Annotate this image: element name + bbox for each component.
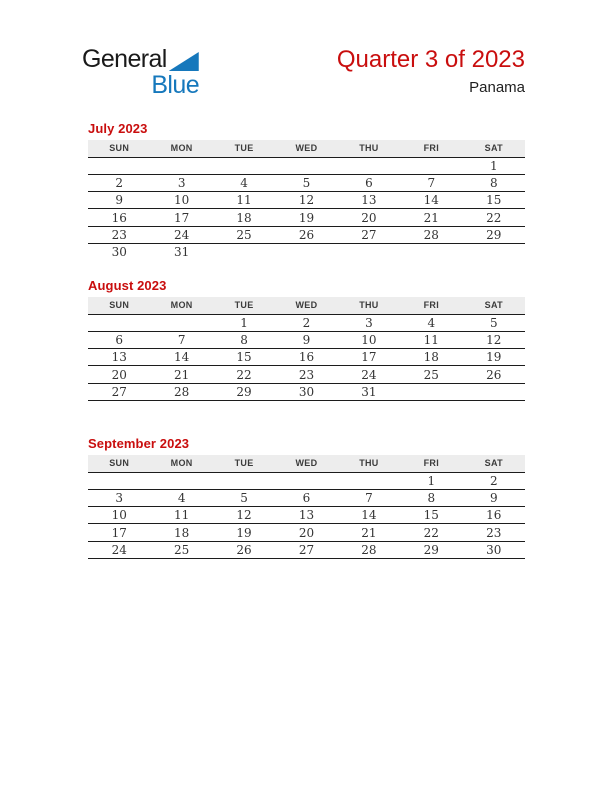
- weekday-header-sat: SAT: [463, 297, 525, 314]
- day-cell: 5: [275, 174, 337, 191]
- month-table-september: [88, 455, 525, 559]
- weekday-header-sat: SAT: [463, 455, 525, 472]
- day-cell: 13: [338, 192, 400, 209]
- day-cell: 31: [338, 383, 400, 400]
- day-cell: 2: [275, 314, 337, 331]
- week-row: [88, 349, 525, 366]
- day-cell: 8: [400, 489, 462, 506]
- week-row: [88, 157, 525, 174]
- week-row: [88, 366, 525, 383]
- day-cell: 25: [213, 226, 275, 243]
- month-section-august: [88, 279, 525, 401]
- day-cell: 2: [88, 174, 150, 191]
- day-cell: 22: [400, 524, 462, 541]
- month-table-july: [88, 140, 525, 261]
- month-label-july: July 2023: [88, 121, 148, 136]
- week-row: [88, 314, 525, 331]
- empty-day-cell: [463, 383, 525, 400]
- day-cell: 10: [150, 192, 212, 209]
- day-cell: 1: [213, 314, 275, 331]
- weekday-header-thu: THU: [338, 140, 400, 157]
- day-cell: 12: [275, 192, 337, 209]
- month-section-september: [88, 437, 525, 559]
- empty-day-cell: [150, 157, 212, 174]
- month-table-august: [88, 297, 525, 401]
- empty-day-cell: [338, 157, 400, 174]
- day-cell: 21: [338, 524, 400, 541]
- weekday-header-mon: MON: [150, 140, 212, 157]
- day-cell: 11: [150, 507, 212, 524]
- weekday-header-wed: WED: [275, 455, 337, 472]
- day-cell: 27: [88, 383, 150, 400]
- empty-day-cell: [150, 314, 212, 331]
- day-cell: 6: [338, 174, 400, 191]
- weekday-header-sun: SUN: [88, 297, 150, 314]
- empty-day-cell: [400, 157, 462, 174]
- flag-triangle-icon: [169, 52, 199, 71]
- day-cell: 11: [213, 192, 275, 209]
- week-row: [88, 226, 525, 243]
- day-cell: 8: [463, 174, 525, 191]
- weekday-header-mon: MON: [150, 455, 212, 472]
- day-cell: 9: [463, 489, 525, 506]
- week-row: [88, 192, 525, 209]
- day-cell: 8: [213, 331, 275, 348]
- day-cell: 12: [213, 507, 275, 524]
- empty-day-cell: [213, 472, 275, 489]
- day-cell: 16: [463, 507, 525, 524]
- week-row: [88, 209, 525, 226]
- week-row: [88, 472, 525, 489]
- day-cell: 30: [275, 383, 337, 400]
- day-cell: 28: [150, 383, 212, 400]
- general-blue-logo: [82, 47, 200, 98]
- empty-day-cell: [463, 243, 525, 260]
- weekday-header-row: [88, 140, 525, 157]
- day-cell: 22: [213, 366, 275, 383]
- day-cell: 14: [338, 507, 400, 524]
- day-cell: 26: [463, 366, 525, 383]
- day-cell: 11: [400, 331, 462, 348]
- day-cell: 7: [338, 489, 400, 506]
- day-cell: 20: [338, 209, 400, 226]
- day-cell: 15: [400, 507, 462, 524]
- day-cell: 27: [338, 226, 400, 243]
- weekday-header-sat: SAT: [463, 140, 525, 157]
- day-cell: 6: [275, 489, 337, 506]
- weekday-header-sun: SUN: [88, 455, 150, 472]
- day-cell: 19: [463, 349, 525, 366]
- day-cell: 21: [150, 366, 212, 383]
- day-cell: 16: [275, 349, 337, 366]
- day-cell: 4: [150, 489, 212, 506]
- day-cell: 31: [173, 245, 190, 260]
- day-cell: 26: [213, 541, 275, 558]
- day-cell: 19: [275, 209, 337, 226]
- day-cell: 14: [150, 349, 212, 366]
- day-cell: 21: [400, 209, 462, 226]
- day-cell: 30: [463, 541, 525, 558]
- weekday-header-fri: FRI: [400, 297, 462, 314]
- weekday-header-sun: SUN: [88, 140, 150, 157]
- day-cell: 9: [275, 331, 337, 348]
- day-cell: 17: [150, 209, 212, 226]
- day-cell: 5: [463, 314, 525, 331]
- day-cell: 3: [88, 489, 150, 506]
- day-cell: 3: [150, 174, 212, 191]
- day-cell: 4: [400, 314, 462, 331]
- day-cell: 29: [463, 226, 525, 243]
- weekday-header-tue: TUE: [213, 455, 275, 472]
- weekday-header-mon: MON: [150, 297, 212, 314]
- weekday-header-tue: TUE: [213, 297, 275, 314]
- day-cell: 15: [213, 349, 275, 366]
- day-cell: 10: [338, 331, 400, 348]
- day-cell: 18: [150, 524, 212, 541]
- weekday-header-wed: WED: [275, 297, 337, 314]
- day-cell: 29: [400, 541, 462, 558]
- page-subtitle: Panama: [469, 78, 525, 96]
- day-cell: 30: [111, 245, 127, 260]
- week-row: [88, 541, 525, 558]
- day-cell: 18: [213, 209, 275, 226]
- day-cell: 25: [400, 366, 462, 383]
- day-cell: 5: [213, 489, 275, 506]
- day-cell: 24: [150, 226, 212, 243]
- day-cell: 22: [463, 209, 525, 226]
- weekday-header-wed: WED: [275, 140, 337, 157]
- day-cell: 19: [213, 524, 275, 541]
- day-cell: 13: [275, 507, 337, 524]
- day-cell: 3: [338, 314, 400, 331]
- week-row: [88, 524, 525, 541]
- day-cell: 24: [338, 366, 400, 383]
- day-cell: 4: [213, 174, 275, 191]
- day-cell: 20: [88, 366, 150, 383]
- empty-day-cell: [88, 472, 150, 489]
- day-cell: 7: [400, 174, 462, 191]
- day-cell: 14: [400, 192, 462, 209]
- empty-day-cell: [213, 243, 275, 260]
- week-row: [88, 507, 525, 524]
- month-label-september: September 2023: [88, 436, 190, 451]
- empty-day-cell: [275, 243, 337, 260]
- logo-top-row: [82, 47, 200, 72]
- month-section-july: [88, 122, 525, 261]
- empty-day-cell: [275, 157, 337, 174]
- day-cell: 29: [213, 383, 275, 400]
- weekday-header-row: [88, 297, 525, 314]
- empty-day-cell: [88, 157, 150, 174]
- weekday-header-thu: THU: [338, 297, 400, 314]
- empty-day-cell: [338, 243, 400, 260]
- day-cell: 28: [400, 226, 462, 243]
- weekday-header-thu: THU: [338, 455, 400, 472]
- empty-day-cell: [275, 472, 337, 489]
- day-cell: 10: [88, 507, 150, 524]
- weekday-header-row: [88, 455, 525, 472]
- logo-text-general: General: [82, 45, 167, 73]
- empty-day-cell: [150, 472, 212, 489]
- weekday-header-tue: TUE: [213, 140, 275, 157]
- week-row: [88, 174, 525, 191]
- day-cell: 17: [88, 524, 150, 541]
- week-row: [88, 489, 525, 506]
- day-cell: 1: [463, 157, 525, 174]
- empty-day-cell: [213, 157, 275, 174]
- weekday-header-fri: FRI: [400, 140, 462, 157]
- day-cell: 1: [400, 472, 462, 489]
- month-label-august: August 2023: [88, 278, 167, 293]
- empty-day-cell: [88, 314, 150, 331]
- day-cell: 27: [275, 541, 337, 558]
- day-cell: 16: [88, 209, 150, 226]
- day-cell: 23: [88, 226, 150, 243]
- empty-day-cell: [338, 472, 400, 489]
- day-cell: 15: [463, 192, 525, 209]
- day-cell: 13: [88, 349, 150, 366]
- week-row: [88, 243, 525, 260]
- day-cell: 6: [88, 331, 150, 348]
- empty-day-cell: [400, 243, 462, 260]
- day-cell: 23: [275, 366, 337, 383]
- day-cell: 18: [400, 349, 462, 366]
- day-cell: 12: [463, 331, 525, 348]
- day-cell: 7: [150, 331, 212, 348]
- day-cell: 2: [463, 472, 525, 489]
- day-cell: 26: [275, 226, 337, 243]
- title-block: [337, 46, 525, 96]
- page-title: Quarter 3 of 2023: [336, 46, 525, 73]
- weekday-header-fri: FRI: [400, 455, 462, 472]
- day-cell: 9: [88, 192, 150, 209]
- day-cell: 24: [88, 541, 150, 558]
- day-cell: 28: [338, 541, 400, 558]
- day-cell: 25: [150, 541, 212, 558]
- week-row: [88, 383, 525, 400]
- day-cell: 20: [275, 524, 337, 541]
- day-cell: 23: [463, 524, 525, 541]
- empty-day-cell: [400, 383, 462, 400]
- day-cell: 17: [338, 349, 400, 366]
- week-row: [88, 331, 525, 348]
- logo-text-blue: Blue: [151, 71, 199, 99]
